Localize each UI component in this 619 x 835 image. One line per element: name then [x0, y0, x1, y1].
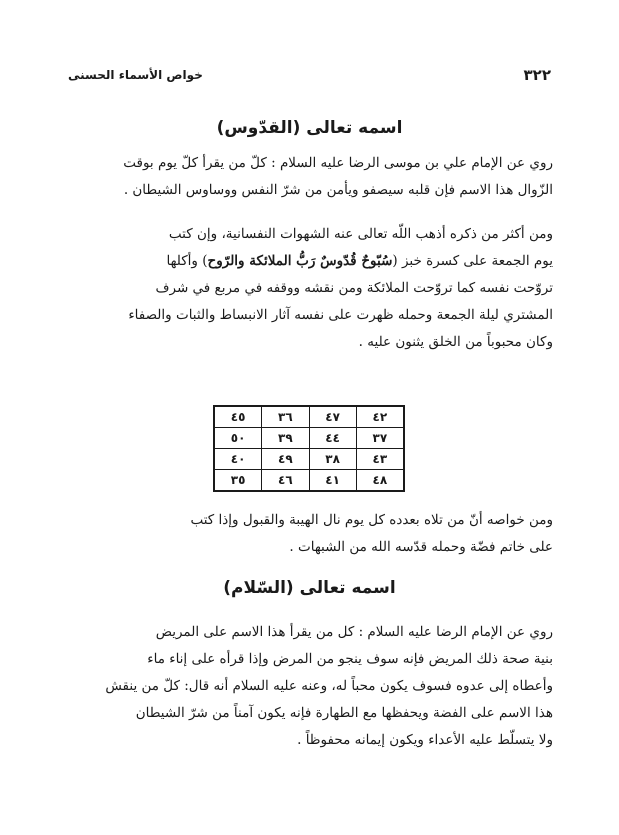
table-cell: ٤٣	[356, 449, 404, 470]
text-line: تروّحت نفسه كما تروّحت الملائكة ومن نقشه ووقفه في مربع في شرف	[155, 280, 553, 296]
text-line: وأعطاه إلى عدوه فسوف يكون محباً له، وعنه عليه السلام أنه قال: كلّ من ينقش	[105, 678, 553, 694]
magic-square-table	[213, 405, 405, 492]
page-number: ٣٢٢	[523, 66, 551, 84]
table-cell: ٥٠	[214, 428, 262, 449]
paragraph-quddus-narration	[66, 150, 553, 204]
text-line: ولا يتسلّط عليه الأعداء ويكون إيمانه محفوظاً .	[297, 732, 553, 748]
table-cell: ٤٤	[309, 428, 356, 449]
text-line: ومن خواصه أنّ من تلاه بعدده كل يوم نال الهيبة والقبول وإذا كتب	[190, 512, 553, 528]
section-heading-al-quddus: اسمه تعالى (القدّوس)	[216, 118, 403, 138]
table-cell: ٤٥	[214, 406, 262, 428]
table-cell: ٤٢	[356, 406, 404, 428]
text-line: وكان محبوباً من الخلق يثنون عليه .	[358, 334, 553, 350]
text-line	[66, 248, 553, 275]
table-cell: ٤٨	[356, 470, 404, 492]
text-line: ومن أكثر من ذكره أذهب اللّه تعالى عنه الشهوات النفسانية، وإن كتب	[168, 226, 553, 242]
text-line: روي عن الإمام الرضا عليه السلام : كل من يقرأ هذا الاسم على المريض	[155, 624, 553, 640]
text-line: هذا الاسم على الفضة ويحفظها مع الطهارة فإنه يكون آمناً من شرّ الشيطان	[135, 705, 553, 721]
table-row	[214, 470, 404, 492]
paragraph-salam-narration	[66, 619, 553, 754]
text-line: روي عن الإمام علي بن موسى الرضا عليه السلام : كلّ من يقرأ كلّ يوم بوقت	[123, 155, 553, 171]
table-row	[214, 428, 404, 449]
table-cell: ٤١	[309, 470, 356, 492]
paragraph-quddus-properties	[66, 507, 553, 561]
book-title: خواص الأسماء الحسنى	[68, 68, 203, 82]
text-fragment: ) وأكلها	[166, 253, 208, 269]
table-cell: ٤٩	[262, 449, 309, 470]
running-header	[68, 66, 551, 88]
table-cell: ٤٦	[262, 470, 309, 492]
table-cell: ٤٧	[309, 406, 356, 428]
text-line: الزّوال هذا الاسم فإن قلبه سيصفو ويأمن من شرّ النفس ووساوس الشيطان .	[123, 182, 553, 198]
text-line: المشتري ليلة الجمعة وحمله ظهرت على نفسه آثار الانبساط والثبات والصفاء	[128, 307, 553, 323]
invocation-text: سُبّوحٌ قُدّوسٌ رَبُّ الملائكة والرّوح	[207, 253, 393, 269]
table-row	[214, 406, 404, 428]
table-cell: ٣٥	[214, 470, 262, 492]
table-cell: ٣٩	[262, 428, 309, 449]
text-line: على خاتم فضّة وحمله قدّسه الله من الشبهات .	[289, 539, 553, 555]
paragraph-quddus-benefits	[66, 221, 553, 356]
table-cell: ٣٧	[356, 428, 404, 449]
text-fragment: يوم الجمعة على كسرة خبز (	[392, 253, 553, 269]
table-row	[214, 449, 404, 470]
table-cell: ٣٨	[309, 449, 356, 470]
table-cell: ٣٦	[262, 406, 309, 428]
table-cell: ٤٠	[214, 449, 262, 470]
text-line: بنية صحة ذلك المريض فإنه سوف ينجو من المرض وإذا قرأه على إناء ماء	[147, 651, 553, 667]
section-heading-as-salam: اسمه تعالى (السّلام)	[223, 578, 396, 598]
